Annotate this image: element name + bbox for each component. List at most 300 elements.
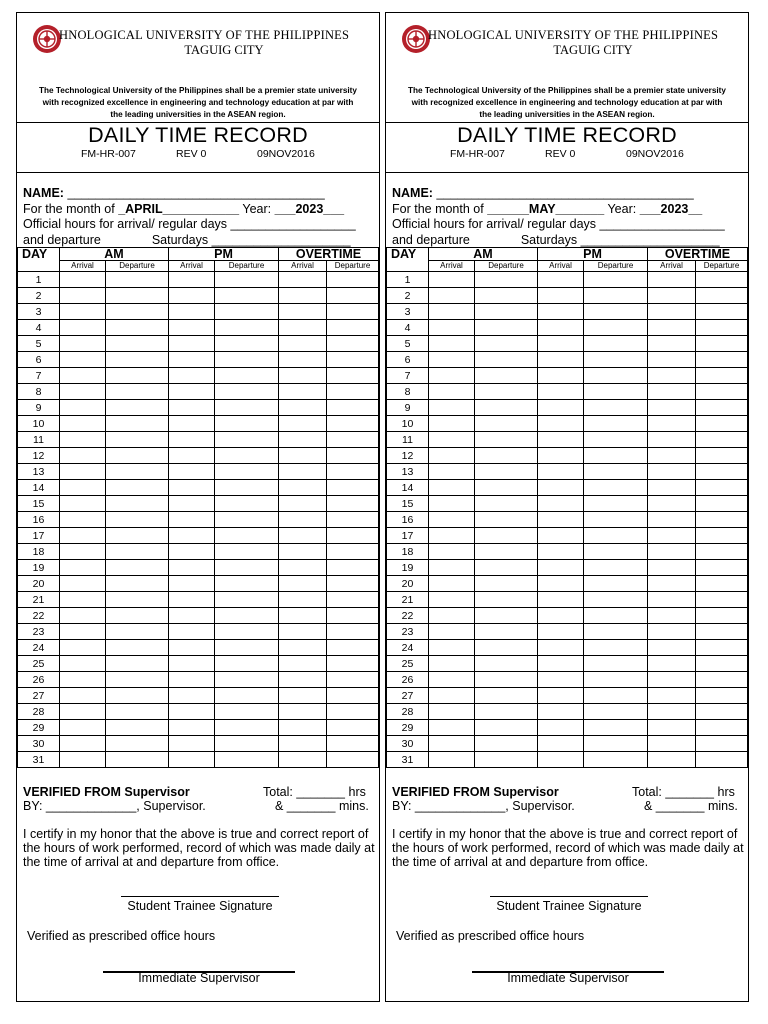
time-cell[interactable]	[475, 512, 538, 528]
time-cell[interactable]	[584, 576, 648, 592]
time-cell[interactable]	[475, 688, 538, 704]
time-cell[interactable]	[106, 672, 169, 688]
time-cell[interactable]	[327, 496, 379, 512]
time-cell[interactable]	[60, 336, 106, 352]
time-cell[interactable]	[648, 688, 696, 704]
time-cell[interactable]	[696, 528, 748, 544]
time-cell[interactable]	[538, 640, 584, 656]
time-cell[interactable]	[106, 416, 169, 432]
time-cell[interactable]	[696, 608, 748, 624]
time-cell[interactable]	[475, 640, 538, 656]
time-cell[interactable]	[584, 512, 648, 528]
time-cell[interactable]	[106, 592, 169, 608]
time-cell[interactable]	[60, 352, 106, 368]
time-cell[interactable]	[106, 720, 169, 736]
time-cell[interactable]	[215, 464, 279, 480]
time-cell[interactable]	[648, 656, 696, 672]
time-cell[interactable]	[169, 432, 215, 448]
time-cell[interactable]	[279, 624, 327, 640]
time-cell[interactable]	[696, 304, 748, 320]
time-cell[interactable]	[475, 288, 538, 304]
time-cell[interactable]	[648, 704, 696, 720]
time-cell[interactable]	[215, 352, 279, 368]
time-cell[interactable]	[279, 512, 327, 528]
time-cell[interactable]	[475, 432, 538, 448]
time-cell[interactable]	[584, 496, 648, 512]
time-cell[interactable]	[648, 448, 696, 464]
supervisor-by-field[interactable]: BY: _____________, Supervisor.	[392, 799, 575, 813]
time-cell[interactable]	[429, 752, 475, 768]
time-cell[interactable]	[429, 592, 475, 608]
time-cell[interactable]	[215, 608, 279, 624]
time-cell[interactable]	[60, 544, 106, 560]
time-cell[interactable]	[648, 720, 696, 736]
time-cell[interactable]	[538, 496, 584, 512]
time-cell[interactable]	[169, 464, 215, 480]
time-cell[interactable]	[696, 592, 748, 608]
time-cell[interactable]	[169, 672, 215, 688]
time-cell[interactable]	[60, 400, 106, 416]
time-cell[interactable]	[215, 496, 279, 512]
time-cell[interactable]	[584, 608, 648, 624]
time-cell[interactable]	[106, 656, 169, 672]
time-cell[interactable]	[584, 736, 648, 752]
time-cell[interactable]	[584, 272, 648, 288]
time-cell[interactable]	[106, 432, 169, 448]
time-cell[interactable]	[215, 304, 279, 320]
time-cell[interactable]	[169, 352, 215, 368]
time-cell[interactable]	[475, 272, 538, 288]
time-cell[interactable]	[584, 416, 648, 432]
time-cell[interactable]	[60, 752, 106, 768]
year-field[interactable]: ___2023__	[639, 201, 703, 216]
total-hours-field[interactable]: Total: _______ hrs	[263, 785, 366, 799]
time-cell[interactable]	[538, 608, 584, 624]
time-cell[interactable]	[279, 496, 327, 512]
name-field[interactable]: _____________________________________	[436, 186, 694, 200]
time-cell[interactable]	[327, 336, 379, 352]
time-cell[interactable]	[106, 384, 169, 400]
time-cell[interactable]	[648, 544, 696, 560]
time-cell[interactable]	[538, 432, 584, 448]
time-cell[interactable]	[538, 272, 584, 288]
time-cell[interactable]	[169, 272, 215, 288]
time-cell[interactable]	[538, 400, 584, 416]
time-cell[interactable]	[429, 480, 475, 496]
time-cell[interactable]	[429, 352, 475, 368]
time-cell[interactable]	[538, 368, 584, 384]
time-cell[interactable]	[648, 480, 696, 496]
time-cell[interactable]	[60, 320, 106, 336]
time-cell[interactable]	[584, 640, 648, 656]
time-cell[interactable]	[279, 288, 327, 304]
time-cell[interactable]	[648, 592, 696, 608]
time-cell[interactable]	[60, 576, 106, 592]
time-cell[interactable]	[648, 672, 696, 688]
time-cell[interactable]	[584, 528, 648, 544]
time-cell[interactable]	[696, 352, 748, 368]
time-cell[interactable]	[429, 416, 475, 432]
time-cell[interactable]	[327, 544, 379, 560]
time-cell[interactable]	[696, 448, 748, 464]
time-cell[interactable]	[60, 592, 106, 608]
time-cell[interactable]	[475, 304, 538, 320]
time-cell[interactable]	[279, 672, 327, 688]
time-cell[interactable]	[429, 720, 475, 736]
time-cell[interactable]	[696, 496, 748, 512]
time-cell[interactable]	[429, 576, 475, 592]
time-cell[interactable]	[696, 416, 748, 432]
time-cell[interactable]	[538, 576, 584, 592]
time-cell[interactable]	[696, 672, 748, 688]
time-cell[interactable]	[169, 688, 215, 704]
time-cell[interactable]	[538, 512, 584, 528]
time-cell[interactable]	[475, 336, 538, 352]
time-cell[interactable]	[60, 288, 106, 304]
time-cell[interactable]	[279, 640, 327, 656]
time-cell[interactable]	[648, 304, 696, 320]
time-cell[interactable]	[538, 448, 584, 464]
time-cell[interactable]	[696, 752, 748, 768]
time-cell[interactable]	[279, 688, 327, 704]
time-cell[interactable]	[106, 448, 169, 464]
time-cell[interactable]	[696, 656, 748, 672]
time-cell[interactable]	[279, 352, 327, 368]
time-cell[interactable]	[327, 384, 379, 400]
total-mins-field[interactable]: & _______ mins.	[644, 799, 738, 813]
time-cell[interactable]	[169, 720, 215, 736]
time-cell[interactable]	[538, 544, 584, 560]
time-cell[interactable]	[538, 688, 584, 704]
time-cell[interactable]	[429, 368, 475, 384]
time-cell[interactable]	[429, 672, 475, 688]
time-cell[interactable]	[60, 688, 106, 704]
time-cell[interactable]	[429, 544, 475, 560]
time-cell[interactable]	[106, 464, 169, 480]
time-cell[interactable]	[279, 336, 327, 352]
time-cell[interactable]	[584, 656, 648, 672]
time-cell[interactable]	[279, 448, 327, 464]
time-cell[interactable]	[106, 736, 169, 752]
time-cell[interactable]	[106, 704, 169, 720]
time-cell[interactable]	[106, 496, 169, 512]
time-cell[interactable]	[215, 512, 279, 528]
time-cell[interactable]	[106, 512, 169, 528]
time-cell[interactable]	[538, 304, 584, 320]
time-cell[interactable]	[648, 432, 696, 448]
time-cell[interactable]	[648, 368, 696, 384]
time-cell[interactable]	[429, 432, 475, 448]
time-cell[interactable]	[327, 656, 379, 672]
time-cell[interactable]	[696, 368, 748, 384]
time-cell[interactable]	[106, 352, 169, 368]
time-cell[interactable]	[60, 512, 106, 528]
time-cell[interactable]	[327, 624, 379, 640]
time-cell[interactable]	[475, 704, 538, 720]
time-cell[interactable]	[538, 528, 584, 544]
saturdays-field[interactable]: ____________________	[580, 232, 720, 247]
time-cell[interactable]	[169, 416, 215, 432]
time-cell[interactable]	[648, 528, 696, 544]
time-cell[interactable]	[648, 352, 696, 368]
time-cell[interactable]	[106, 480, 169, 496]
time-cell[interactable]	[327, 288, 379, 304]
time-cell[interactable]	[169, 560, 215, 576]
time-cell[interactable]	[215, 656, 279, 672]
time-cell[interactable]	[538, 384, 584, 400]
time-cell[interactable]	[584, 432, 648, 448]
time-cell[interactable]	[584, 704, 648, 720]
time-cell[interactable]	[475, 368, 538, 384]
time-cell[interactable]	[648, 400, 696, 416]
time-cell[interactable]	[327, 368, 379, 384]
time-cell[interactable]	[429, 640, 475, 656]
time-cell[interactable]	[475, 464, 538, 480]
time-cell[interactable]	[696, 624, 748, 640]
time-cell[interactable]	[106, 304, 169, 320]
time-cell[interactable]	[106, 608, 169, 624]
time-cell[interactable]	[106, 544, 169, 560]
time-cell[interactable]	[327, 432, 379, 448]
time-cell[interactable]	[169, 304, 215, 320]
time-cell[interactable]	[60, 304, 106, 320]
time-cell[interactable]	[169, 576, 215, 592]
time-cell[interactable]	[584, 320, 648, 336]
time-cell[interactable]	[106, 624, 169, 640]
time-cell[interactable]	[429, 496, 475, 512]
time-cell[interactable]	[215, 480, 279, 496]
time-cell[interactable]	[429, 464, 475, 480]
time-cell[interactable]	[696, 736, 748, 752]
time-cell[interactable]	[169, 288, 215, 304]
time-cell[interactable]	[696, 400, 748, 416]
time-cell[interactable]	[60, 704, 106, 720]
time-cell[interactable]	[538, 480, 584, 496]
time-cell[interactable]	[584, 752, 648, 768]
time-cell[interactable]	[169, 640, 215, 656]
name-field[interactable]: _____________________________________	[67, 186, 325, 200]
time-cell[interactable]	[279, 432, 327, 448]
time-cell[interactable]	[696, 512, 748, 528]
time-cell[interactable]	[648, 736, 696, 752]
time-cell[interactable]	[538, 320, 584, 336]
time-cell[interactable]	[215, 752, 279, 768]
time-cell[interactable]	[538, 720, 584, 736]
student-signature-line[interactable]	[490, 896, 648, 897]
time-cell[interactable]	[475, 544, 538, 560]
time-cell[interactable]	[475, 384, 538, 400]
time-cell[interactable]	[429, 688, 475, 704]
time-cell[interactable]	[215, 368, 279, 384]
time-cell[interactable]	[648, 608, 696, 624]
time-cell[interactable]	[475, 448, 538, 464]
time-cell[interactable]	[648, 272, 696, 288]
time-cell[interactable]	[538, 656, 584, 672]
time-cell[interactable]	[648, 560, 696, 576]
time-cell[interactable]	[215, 416, 279, 432]
time-cell[interactable]	[327, 672, 379, 688]
time-cell[interactable]	[429, 560, 475, 576]
saturdays-field[interactable]: ____________________	[211, 232, 351, 247]
regular-days-field[interactable]: __________________	[599, 217, 725, 231]
time-cell[interactable]	[584, 592, 648, 608]
time-cell[interactable]	[279, 656, 327, 672]
time-cell[interactable]	[169, 448, 215, 464]
month-field[interactable]: ______MAY_______	[487, 201, 605, 216]
time-cell[interactable]	[215, 272, 279, 288]
time-cell[interactable]	[279, 384, 327, 400]
time-cell[interactable]	[429, 400, 475, 416]
time-cell[interactable]	[538, 560, 584, 576]
time-cell[interactable]	[584, 304, 648, 320]
time-cell[interactable]	[215, 432, 279, 448]
time-cell[interactable]	[106, 320, 169, 336]
time-cell[interactable]	[538, 736, 584, 752]
time-cell[interactable]	[696, 320, 748, 336]
time-cell[interactable]	[475, 320, 538, 336]
time-cell[interactable]	[169, 512, 215, 528]
time-cell[interactable]	[696, 336, 748, 352]
time-cell[interactable]	[648, 416, 696, 432]
time-cell[interactable]	[696, 464, 748, 480]
time-cell[interactable]	[60, 560, 106, 576]
time-cell[interactable]	[696, 480, 748, 496]
time-cell[interactable]	[327, 720, 379, 736]
time-cell[interactable]	[106, 640, 169, 656]
time-cell[interactable]	[60, 416, 106, 432]
time-cell[interactable]	[429, 704, 475, 720]
time-cell[interactable]	[429, 384, 475, 400]
time-cell[interactable]	[327, 640, 379, 656]
time-cell[interactable]	[215, 560, 279, 576]
time-cell[interactable]	[584, 464, 648, 480]
time-cell[interactable]	[696, 704, 748, 720]
time-cell[interactable]	[215, 592, 279, 608]
time-cell[interactable]	[279, 304, 327, 320]
time-cell[interactable]	[215, 288, 279, 304]
time-cell[interactable]	[538, 672, 584, 688]
time-cell[interactable]	[429, 528, 475, 544]
time-cell[interactable]	[538, 752, 584, 768]
time-cell[interactable]	[106, 528, 169, 544]
time-cell[interactable]	[327, 304, 379, 320]
time-cell[interactable]	[584, 720, 648, 736]
time-cell[interactable]	[648, 320, 696, 336]
time-cell[interactable]	[475, 672, 538, 688]
time-cell[interactable]	[429, 336, 475, 352]
time-cell[interactable]	[169, 624, 215, 640]
time-cell[interactable]	[648, 496, 696, 512]
time-cell[interactable]	[538, 592, 584, 608]
total-hours-field[interactable]: Total: _______ hrs	[632, 785, 735, 799]
time-cell[interactable]	[327, 448, 379, 464]
time-cell[interactable]	[60, 608, 106, 624]
time-cell[interactable]	[648, 336, 696, 352]
time-cell[interactable]	[60, 368, 106, 384]
time-cell[interactable]	[279, 400, 327, 416]
time-cell[interactable]	[475, 752, 538, 768]
time-cell[interactable]	[584, 352, 648, 368]
time-cell[interactable]	[60, 528, 106, 544]
supervisor-by-field[interactable]: BY: _____________, Supervisor.	[23, 799, 206, 813]
time-cell[interactable]	[475, 624, 538, 640]
time-cell[interactable]	[475, 592, 538, 608]
time-cell[interactable]	[169, 656, 215, 672]
time-cell[interactable]	[696, 720, 748, 736]
time-cell[interactable]	[327, 576, 379, 592]
time-cell[interactable]	[584, 688, 648, 704]
time-cell[interactable]	[696, 288, 748, 304]
time-cell[interactable]	[106, 272, 169, 288]
time-cell[interactable]	[696, 544, 748, 560]
time-cell[interactable]	[696, 688, 748, 704]
time-cell[interactable]	[169, 752, 215, 768]
year-field[interactable]: ___2023___	[274, 201, 345, 216]
time-cell[interactable]	[279, 592, 327, 608]
time-cell[interactable]	[169, 544, 215, 560]
time-cell[interactable]	[169, 608, 215, 624]
time-cell[interactable]	[169, 480, 215, 496]
time-cell[interactable]	[279, 608, 327, 624]
time-cell[interactable]	[279, 528, 327, 544]
time-cell[interactable]	[538, 704, 584, 720]
time-cell[interactable]	[60, 384, 106, 400]
time-cell[interactable]	[169, 496, 215, 512]
time-cell[interactable]	[538, 464, 584, 480]
time-cell[interactable]	[60, 640, 106, 656]
time-cell[interactable]	[475, 496, 538, 512]
time-cell[interactable]	[169, 384, 215, 400]
total-mins-field[interactable]: & _______ mins.	[275, 799, 369, 813]
time-cell[interactable]	[60, 464, 106, 480]
time-cell[interactable]	[60, 720, 106, 736]
time-cell[interactable]	[538, 352, 584, 368]
time-cell[interactable]	[429, 304, 475, 320]
time-cell[interactable]	[60, 496, 106, 512]
time-cell[interactable]	[279, 720, 327, 736]
time-cell[interactable]	[279, 416, 327, 432]
time-cell[interactable]	[429, 736, 475, 752]
time-cell[interactable]	[648, 752, 696, 768]
time-cell[interactable]	[475, 480, 538, 496]
time-cell[interactable]	[169, 528, 215, 544]
time-cell[interactable]	[106, 752, 169, 768]
time-cell[interactable]	[475, 608, 538, 624]
time-cell[interactable]	[327, 464, 379, 480]
time-cell[interactable]	[475, 736, 538, 752]
time-cell[interactable]	[538, 416, 584, 432]
time-cell[interactable]	[279, 736, 327, 752]
time-cell[interactable]	[215, 720, 279, 736]
time-cell[interactable]	[215, 688, 279, 704]
time-cell[interactable]	[584, 368, 648, 384]
time-cell[interactable]	[60, 672, 106, 688]
time-cell[interactable]	[215, 320, 279, 336]
time-cell[interactable]	[584, 480, 648, 496]
time-cell[interactable]	[648, 624, 696, 640]
time-cell[interactable]	[215, 640, 279, 656]
time-cell[interactable]	[279, 368, 327, 384]
time-cell[interactable]	[106, 688, 169, 704]
time-cell[interactable]	[327, 608, 379, 624]
time-cell[interactable]	[169, 704, 215, 720]
time-cell[interactable]	[279, 752, 327, 768]
time-cell[interactable]	[60, 448, 106, 464]
time-cell[interactable]	[696, 384, 748, 400]
student-signature-line[interactable]	[121, 896, 279, 897]
time-cell[interactable]	[169, 336, 215, 352]
time-cell[interactable]	[169, 592, 215, 608]
